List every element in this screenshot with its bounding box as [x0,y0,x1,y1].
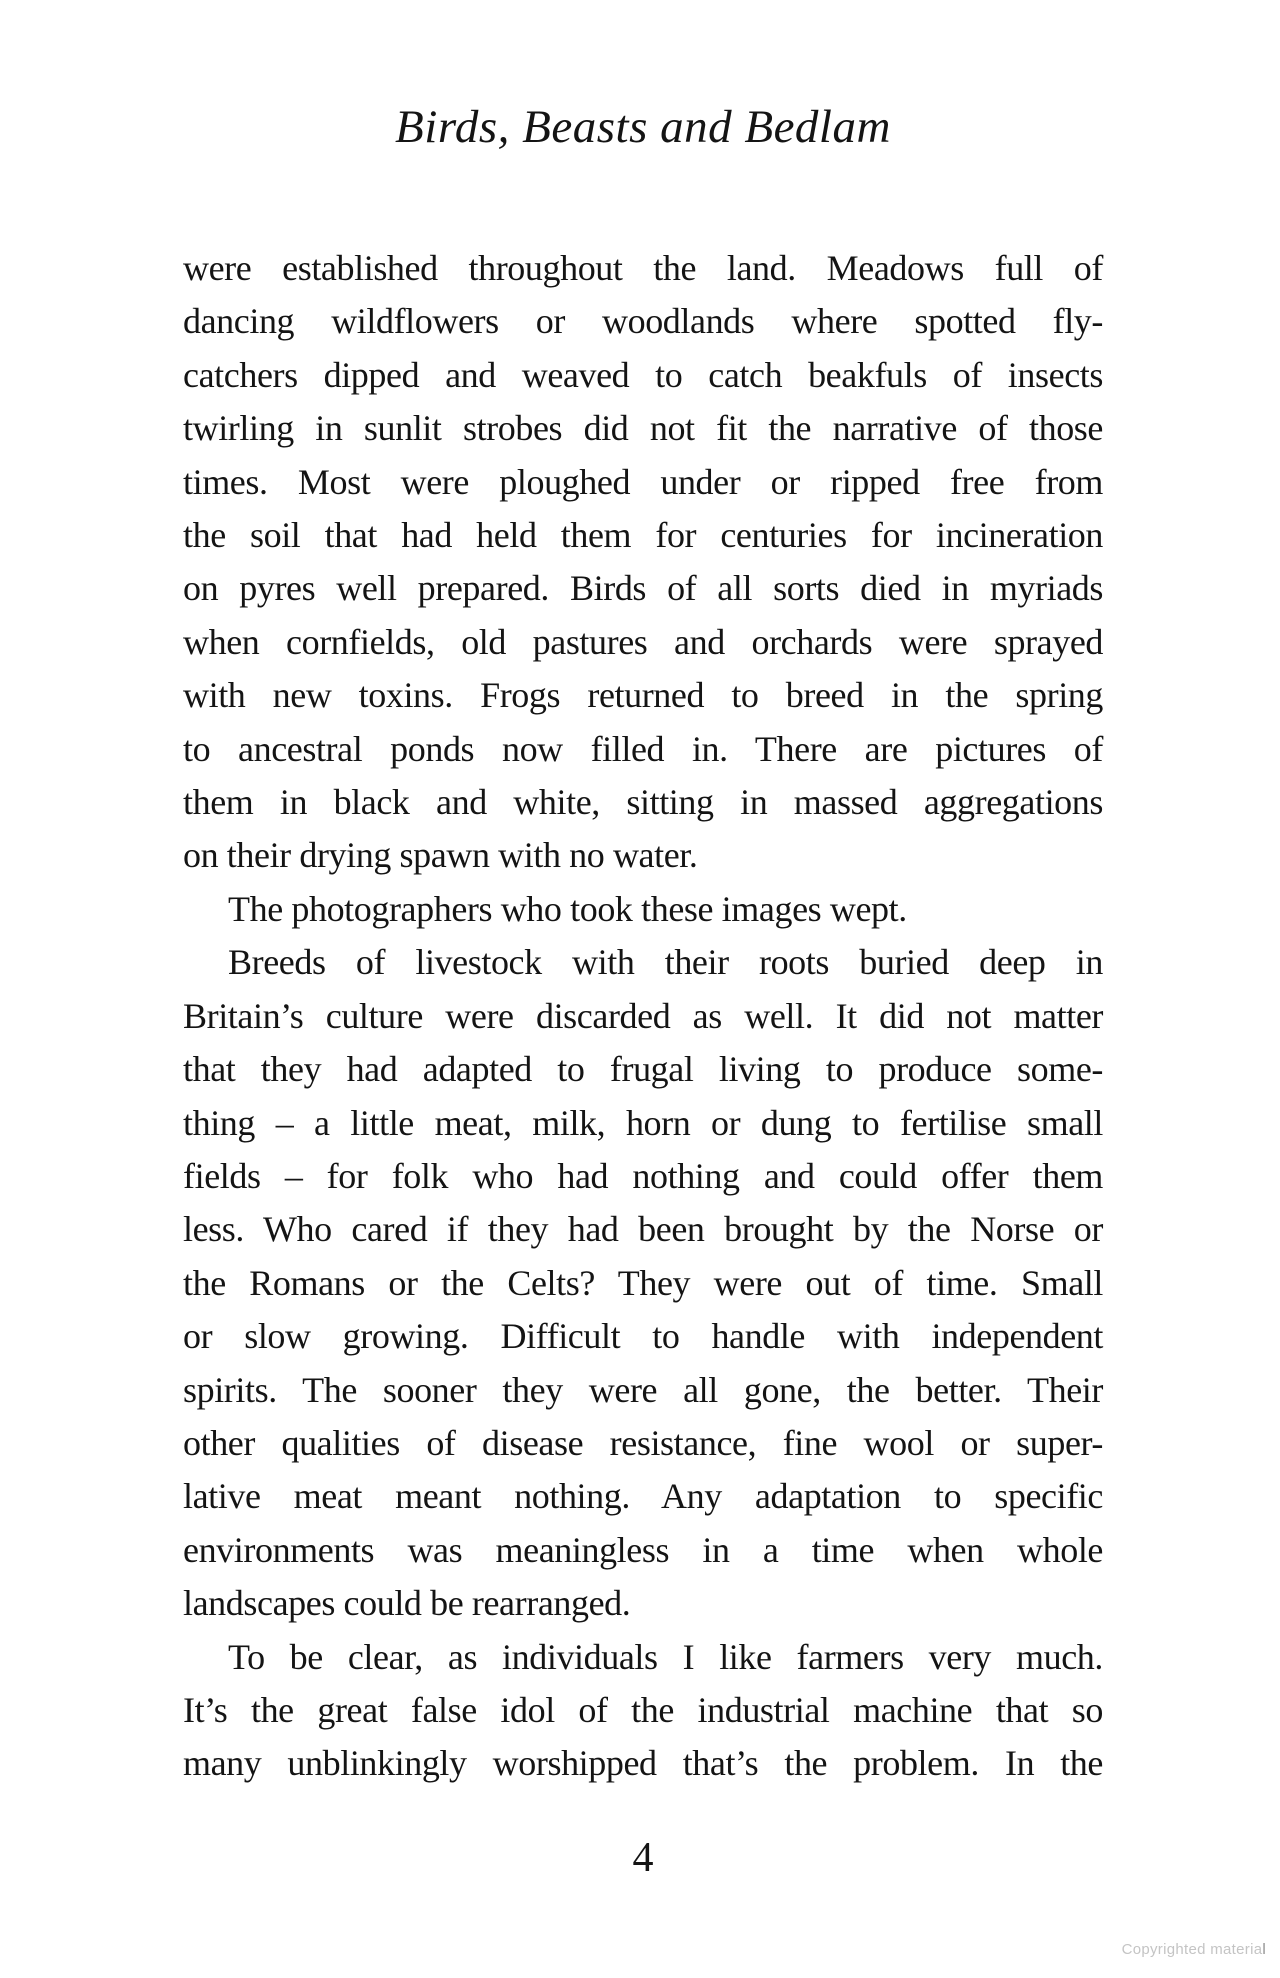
text-line: with new toxins. Frogs returned to breed in the spring [183,675,1103,716]
text-line: or slow growing. Difficult to handle with independent [183,1316,1103,1357]
text-line: The photographers who took these images wept. [228,888,907,929]
text-line: Breeds of livestock with their roots buried deep in [228,942,1103,983]
body-text [183,242,1103,1791]
text-line: to ancestral ponds now filled in. There are pictures of [183,728,1103,769]
text-line: when cornfields, old pastures and orchards were sprayed [183,621,1103,662]
text-line: times. Most were ploughed under or ripped free from [183,461,1103,502]
copyright-watermark-dark: l [1262,1941,1266,1958]
page-number: 4 [632,1835,654,1881]
text-line: twirling in sunlit strobes did not fit the narrative of those [183,408,1103,449]
text-line: that they had adapted to frugal living to produce some- [183,1049,1103,1090]
text-line: To be clear, as individuals I like farmers very much. [228,1636,1103,1677]
copyright-watermark-light: Copyrighted materia [1121,1941,1263,1958]
text-line: spirits. The sooner they were all gone, the better. Their [183,1369,1103,1410]
text-line: many unblinkingly worshipped that’s the problem. In the [183,1743,1103,1784]
text-line: dancing wildflowers or woodlands where spotted fly- [183,301,1103,342]
copyright-watermark [1122,1941,1266,1959]
running-header: Birds, Beasts and Bedlam [395,101,891,153]
text-line: less. Who cared if they had been brought by the Norse or [183,1209,1103,1250]
text-line: the soil that had held them for centuries for incineration [183,515,1103,556]
text-line: them in black and white, sitting in massed aggregations [183,782,1103,823]
text-line: environments was meaningless in a time when whole [183,1529,1103,1570]
text-line: on their drying spawn with no water. [183,835,698,876]
text-line: lative meat meant nothing. Any adaptation to specific [183,1476,1103,1517]
text-line: fields – for folk who had nothing and could offer them [183,1155,1103,1196]
text-line: were established throughout the land. Meadows full of [183,248,1103,288]
text-line: other qualities of disease resistance, fine wool or super- [183,1422,1103,1463]
text-line: the Romans or the Celts? They were out of time. Small [183,1262,1103,1303]
text-line: catchers dipped and weaved to catch beakfuls of insects [183,354,1103,395]
text-line: Britain’s culture were discarded as well. It did not matter [183,995,1103,1036]
text-line: thing – a little meat, milk, horn or dung to fertilise small [183,1102,1103,1143]
text-line: It’s the great false idol of the industrial machine that so [183,1689,1103,1730]
text-line: on pyres well prepared. Birds of all sorts died in myriads [183,568,1103,609]
text-line: landscapes could be rearranged. [183,1583,631,1624]
